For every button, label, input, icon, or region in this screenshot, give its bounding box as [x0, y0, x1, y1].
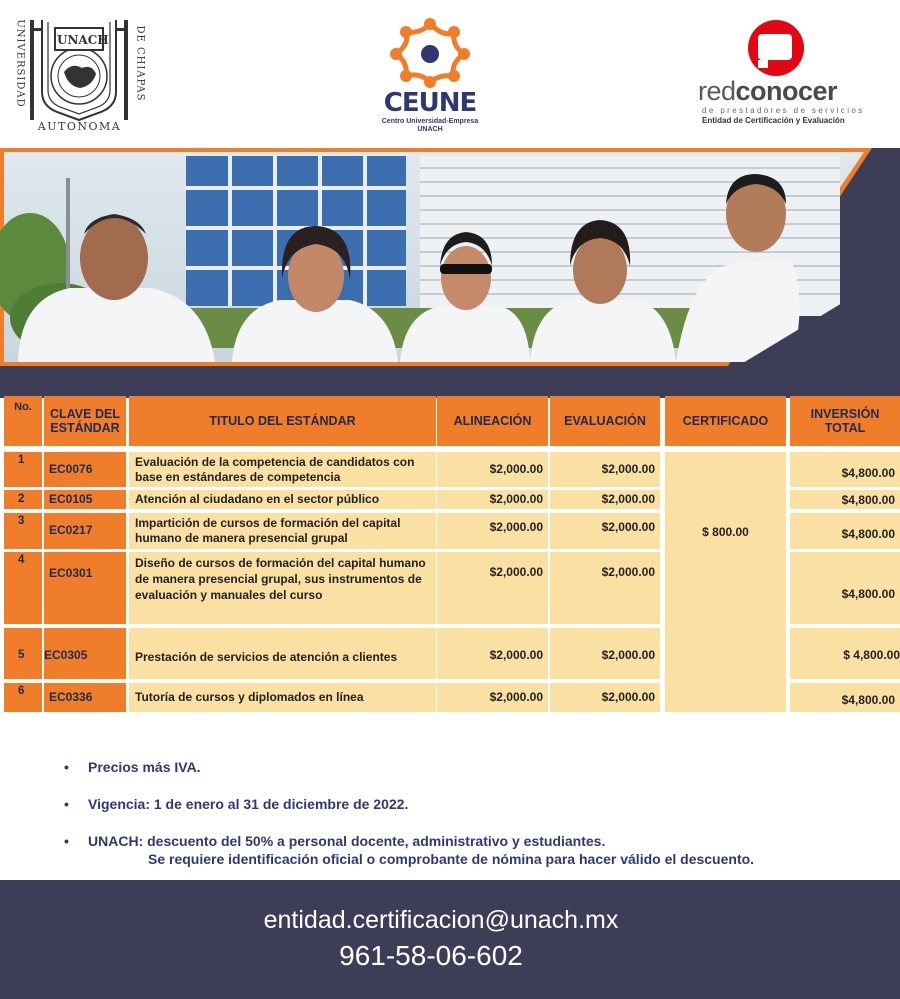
row-clave: EC0305 — [44, 628, 126, 679]
redconocer-logo — [690, 20, 890, 130]
row-clave: EC0105 — [44, 490, 126, 509]
ceune-network-icon — [370, 16, 490, 88]
row-alineacion: $2,000.00 — [437, 490, 548, 509]
row-titulo: Diseño de cursos de formación del capital humano de manera presencial grupal, sus instrumentos de evaluación y manuales del curso — [129, 552, 436, 624]
price-table — [0, 396, 900, 716]
row-inversion: $4,800.00 — [790, 513, 900, 549]
row-clave: EC0076 — [44, 452, 126, 487]
note-item — [62, 832, 862, 850]
row-no: 2 — [18, 493, 25, 505]
ceune-name: CEUNE — [383, 88, 477, 118]
row-titulo: Atención al ciudadano en el sector público — [129, 490, 436, 509]
header-inversion-label: INVERSIÓN TOTAL — [810, 407, 880, 435]
ceune-subtitle-line2: UNACH — [417, 126, 443, 133]
unach-ring-bottom: AUTONOMA — [37, 120, 122, 133]
bullet-icon: • — [64, 796, 69, 812]
row-alineacion: $2,000.00 — [437, 683, 548, 712]
bullet-icon: • — [64, 759, 69, 775]
note-item — [62, 795, 862, 813]
row-titulo: Prestación de servicios de atención a clientes — [129, 628, 436, 679]
row-inversion: $4,800.00 — [790, 490, 900, 509]
row-titulo: Impartición de cursos de formación del capital humano de manera presencial grupal — [129, 513, 436, 549]
ceune-subtitle — [370, 118, 490, 134]
header-certificado-label: CERTIFICADO — [682, 414, 769, 428]
redconocer-subtitle: Entidad de Certificación y Evaluación — [702, 116, 845, 125]
row-inversion: $4,800.00 — [790, 683, 900, 712]
row-inversion: $ 4,800.00 — [790, 628, 900, 679]
row-evaluacion: $2,000.00 — [550, 452, 660, 487]
unach-shield-text: UNACH — [57, 33, 109, 47]
header-clave — [44, 396, 126, 446]
redconocer-wordmark — [698, 76, 837, 107]
unach-crest-icon — [12, 14, 147, 134]
row-alineacion: $2,000.00 — [437, 513, 548, 549]
redconocer-mark-icon — [690, 20, 890, 80]
header-certificado — [665, 396, 786, 446]
hero-banner — [0, 148, 900, 398]
row-alineacion: $2,000.00 — [437, 628, 548, 679]
row-no: 6 — [18, 685, 25, 697]
header-titulo-label: TITULO DEL ESTÁNDAR — [209, 414, 356, 428]
row-evaluacion: $2,000.00 — [550, 513, 660, 549]
note-item — [62, 758, 862, 776]
note-text: UNACH: descuento del 50% a personal docente, administrativo y estudiantes. — [88, 833, 606, 849]
unach-logo — [12, 14, 147, 134]
unach-ring-left: UNIVERSIDAD — [14, 19, 26, 108]
redconocer-word-bold: conocer — [735, 76, 838, 106]
row-evaluacion: $2,000.00 — [550, 683, 660, 712]
unach-ring-right: DE CHIAPAS — [134, 25, 146, 102]
row-titulo: Tutoría de cursos y diplomados en línea — [129, 683, 436, 712]
note-text: Vigencia: 1 de enero al 31 de diciembre de 2022. — [88, 796, 409, 812]
row-no: 3 — [18, 515, 25, 527]
redconocer-word-light: red — [698, 76, 736, 106]
note-subline: Se requiere identificación oficial o comprobante de nómina para hacer válido el descuento. — [148, 851, 755, 867]
header-evaluacion-label: EVALUACIÓN — [564, 414, 646, 428]
ceune-logo — [370, 16, 490, 134]
header-clave-label: CLAVE DEL ESTÁNDAR — [50, 407, 120, 435]
row-clave: EC0336 — [44, 683, 126, 712]
group-photo — [0, 148, 900, 398]
row-no: 5 — [18, 649, 25, 661]
header-inversion — [790, 396, 900, 446]
bullet-icon: • — [64, 833, 69, 849]
header-evaluacion — [550, 396, 660, 446]
header-no — [4, 396, 42, 446]
contact-phone[interactable]: 961-58-06-602 — [339, 940, 523, 971]
header-alineacion — [437, 396, 548, 446]
header — [0, 0, 900, 148]
ceune-subtitle-line1: Centro Universidad-Empresa — [381, 118, 479, 125]
header-no-label: No. — [14, 401, 32, 413]
notes-list — [62, 758, 862, 868]
certificado-cell — [665, 452, 786, 712]
row-titulo: Evaluación de la competencia de candidatos con base en estándares de competencia — [129, 452, 436, 487]
row-no: 4 — [18, 554, 25, 566]
footer — [0, 880, 900, 999]
contact-email[interactable]: entidad.certificacion@unach.mx — [263, 906, 619, 934]
header-titulo — [129, 396, 436, 446]
row-clave: EC0217 — [44, 513, 126, 549]
row-alineacion: $2,000.00 — [437, 552, 548, 624]
row-inversion: $4,800.00 — [790, 552, 900, 624]
row-clave: EC0301 — [44, 552, 126, 624]
redconocer-tagline: de prestadores de servicios — [702, 106, 865, 115]
row-evaluacion: $2,000.00 — [550, 628, 660, 679]
row-evaluacion: $2,000.00 — [550, 490, 660, 509]
certificado-value: $ 800.00 — [702, 524, 749, 539]
row-no: 1 — [18, 454, 25, 466]
header-alineacion-label: ALINEACIÓN — [453, 414, 532, 428]
row-evaluacion: $2,000.00 — [550, 552, 660, 624]
row-inversion: $4,800.00 — [790, 452, 900, 487]
row-alineacion: $2,000.00 — [437, 452, 548, 487]
note-text: Precios más IVA. — [88, 759, 201, 775]
